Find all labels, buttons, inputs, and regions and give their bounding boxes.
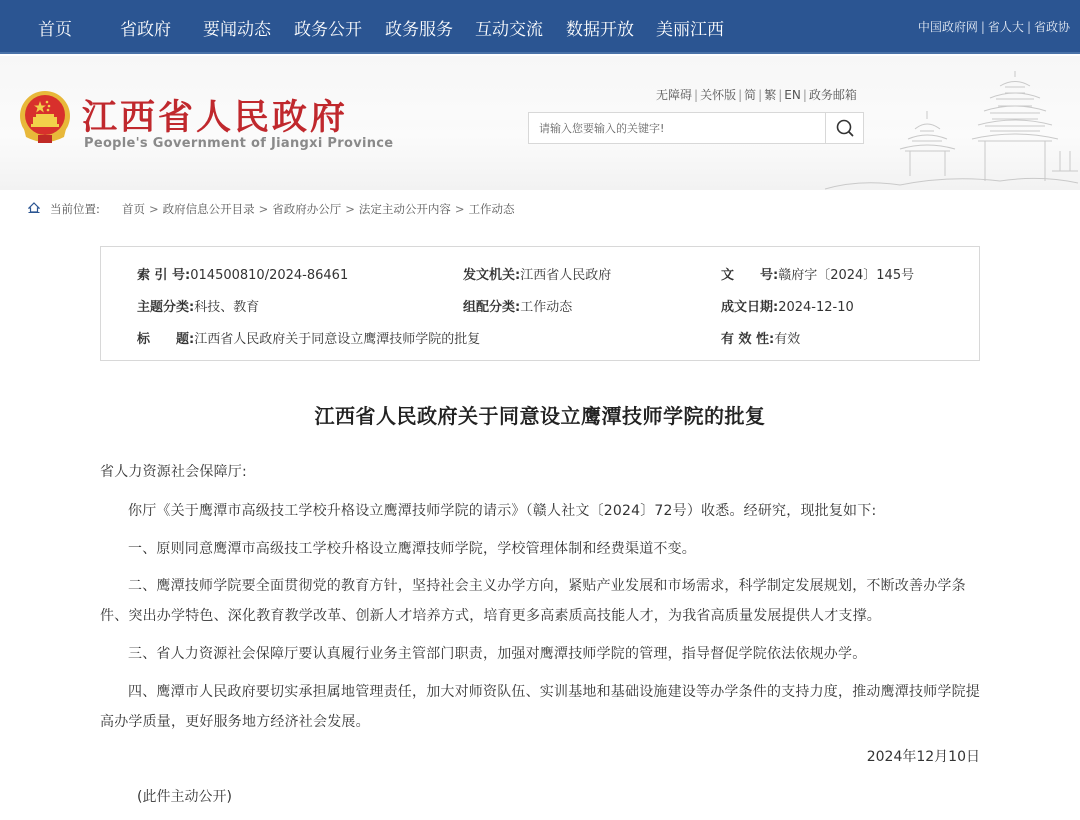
paragraph-item-3: 三、省人力资源社会保障厅要认真履行业务主管部门职责，加强对鹰潭技师学院的管理，指导督促学院依法依规办学。 [128,646,867,662]
breadcrumb-label: 当前位置: [50,202,100,216]
meta-key: 组配分类: [463,300,521,315]
nav-item-interaction[interactable]: 互动交流 [475,20,543,40]
nav-item-open-data[interactable]: 数据开放 [566,20,634,40]
meta-key: 索 引 号: [137,268,191,283]
separator: | [738,88,743,102]
meta-key: 标 题: [137,332,195,347]
meta-issuer [463,264,611,283]
link-china-gov[interactable]: 中国政府网 [917,20,978,34]
meta-document-number [721,264,914,283]
paragraph-item-1: 一、原则同意鹰潭市高级技工学校升格设立鹰潭技师学院，学校管理体制和经费渠道不变。 [128,541,696,557]
link-english[interactable]: EN [784,88,801,102]
separator: | [980,20,985,34]
site-logo-chinese[interactable]: 江西省人民政府 [82,98,349,138]
breadcrumb-item-home[interactable]: 首页 [122,202,145,216]
document-title: 江西省人民政府关于同意设立鹰潭技师学院的批复 [314,404,766,428]
meta-topic [137,296,259,315]
meta-value: 赣府字〔2024〕145号 [778,268,915,283]
search-input[interactable] [529,113,825,143]
meta-title [137,328,480,347]
link-provincial-cppcc[interactable]: 省政协 [1033,20,1070,34]
meta-value: 有效 [774,332,801,347]
breadcrumb-item-general-office[interactable]: 省政府办公厅 [272,202,342,216]
nav-item-home[interactable]: 首页 [38,20,72,40]
chevron-right-icon: > [454,202,465,216]
meta-validity [721,328,800,347]
article-content [0,226,1080,820]
link-simplified[interactable]: 简 [744,88,757,102]
link-provincial-congress[interactable]: 省人大 [987,20,1024,34]
chevron-right-icon: > [258,202,269,216]
breadcrumb-item-work-updates[interactable]: 工作动态 [468,202,515,216]
site-logo-english: People's Government of Jiangxi Province [84,136,394,151]
document-metadata-panel [100,246,980,361]
search-box [528,112,864,144]
national-emblem-icon[interactable] [18,89,72,147]
meta-key: 成文日期: [721,300,779,315]
nav-item-government-affairs-disclosure[interactable]: 政务公开 [294,20,362,40]
meta-value: 科技、教育 [194,300,260,315]
chevron-right-icon: > [149,202,159,216]
signature-date: 2024年12月10日 [866,749,980,765]
meta-key: 主题分类: [137,300,195,315]
meta-value: 工作动态 [520,300,573,315]
link-accessibility[interactable]: 无障碍 [656,88,693,102]
nav-item-beautiful-jiangxi[interactable]: 美丽江西 [656,20,724,40]
external-links [918,18,1070,35]
home-location-icon [28,202,40,213]
meta-category [463,296,572,315]
link-care-version[interactable]: 关怀版 [700,88,737,102]
meta-value: 014500810/2024-86461 [190,268,349,283]
paragraph-intro: 你厅《关于鹰潭市高级技工学校升格设立鹰潭技师学院的请示》（赣人社文〔2024〕72号）收悉。经研究，现批复如下: [128,503,877,519]
meta-key: 文 号: [721,268,779,283]
meta-index-number [137,264,348,283]
disclosure-note: (此件主动公开) [137,789,232,805]
breadcrumb-item-statutory-disclosure[interactable]: 法定主动公开内容 [358,202,451,216]
separator: | [778,88,783,102]
link-traditional[interactable]: 繁 [764,88,777,102]
meta-value: 江西省人民政府 [520,268,612,283]
meta-key: 发文机关: [463,268,521,283]
meta-key: 有 效 性: [721,332,775,347]
paragraph-item-2: 二、鹰潭技师学院要全面贯彻党的教育方针，坚持社会主义办学方向，紧贴产业发展和市场需求，科学制定发展规划，不断改善办学条件、突出办学特色、深化教育教学改革、创新人才培养方式，培育更多高素质高技能人才，为我省高质量发展提供人才支撑。 [100,578,966,624]
separator: | [758,88,763,102]
separator: | [802,88,807,102]
site-header [0,56,1080,190]
meta-value: 2024-12-10 [778,300,854,315]
breadcrumb-item-info-disclosure-catalog[interactable]: 政府信息公开目录 [162,202,255,216]
link-gov-mail[interactable]: 政务邮箱 [808,88,857,102]
nav-item-provincial-government[interactable]: 省政府 [120,20,171,40]
meta-value: 江西省人民政府关于同意设立鹰潭技师学院的批复 [194,332,481,347]
nav-item-government-services[interactable]: 政务服务 [385,20,453,40]
separator: | [1026,20,1031,34]
chevron-right-icon: > [345,202,355,216]
pagoda-illustration-icon [820,71,1080,190]
nav-item-news[interactable]: 要闻动态 [203,20,271,40]
top-navigation-bar [0,0,1080,54]
paragraph-item-4: 四、鹰潭市人民政府要切实承担属地管理责任，加大对师资队伍、实训基地和基础设施建设等办学条件的支持力度，推动鹰潭技师学院提高办学质量，更好服务地方经济社会发展。 [100,684,980,730]
meta-date [721,296,854,315]
breadcrumb-path [122,201,515,217]
separator: | [694,88,699,102]
breadcrumb [0,190,1080,226]
addressee: 省人力资源社会保障厅: [100,464,247,480]
